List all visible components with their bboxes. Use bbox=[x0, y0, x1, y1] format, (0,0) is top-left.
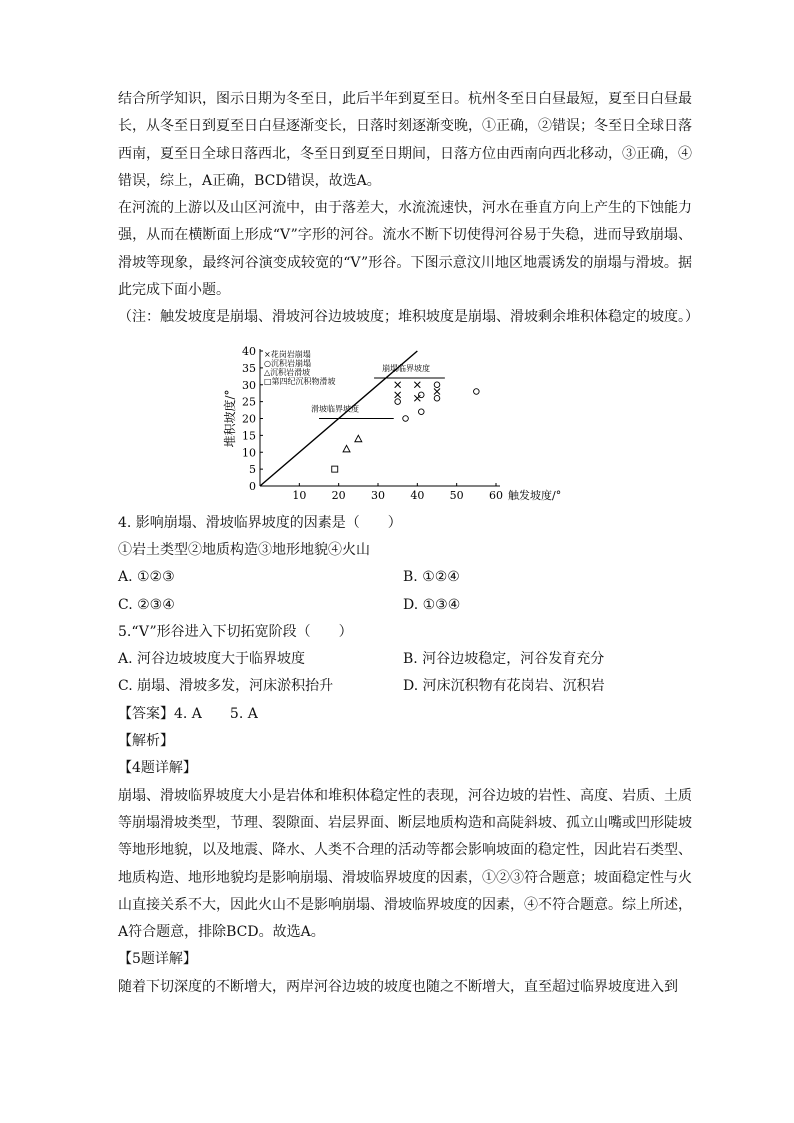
q4-detail-text: 崩塌、滑坡临界坡度大小是岩体和堆积体稳定性的表现，河谷边坡的岩性、高度、岩质、土质等崩塌滑坡类型，节理、裂隙面、岩层界面、断层地质构造和高陡斜坡、孤立山嘴或凹形陡坡等地形地貌，以及地震、降水、人类不合理的活动等都会影响坡面的稳定性，因此岩石类型、地质构造、地形地貌均是影响崩塌、滑坡临界坡度的因素，①②③符合题意；坡面稳定性与火山直接关系不大，因此火山不是影响崩塌、滑坡临界坡度的因素，④不符合题意。综上所述，A符合题意，排除BCD。故选A。 bbox=[118, 787, 692, 941]
data-point-sedimentary-collapse bbox=[395, 398, 401, 404]
slope-scatter-chart bbox=[218, 334, 598, 510]
slope-chart-figure bbox=[118, 334, 692, 510]
data-point-granite-collapse bbox=[414, 381, 420, 387]
data-point-granite-collapse bbox=[414, 395, 420, 401]
q5-option-b[interactable]: B. 河谷边坡稳定，河谷发育充分 bbox=[403, 651, 605, 668]
x-tick-label: 20 bbox=[331, 488, 346, 502]
data-point-sedimentary-landslide bbox=[355, 435, 362, 442]
q5-options-row-2 bbox=[118, 673, 692, 700]
critical-slope-label: 崩塌临界坡度 bbox=[382, 363, 431, 373]
q5-options-row-1 bbox=[118, 646, 692, 673]
analysis-label: 【解析】 bbox=[118, 733, 174, 750]
q4-detail-label: 【4题详解】 bbox=[118, 760, 197, 777]
data-point-granite-collapse bbox=[395, 392, 401, 398]
y-tick-label: 10 bbox=[242, 445, 256, 459]
x-tick-label: 10 bbox=[292, 488, 307, 502]
data-point-sedimentary-collapse bbox=[434, 395, 440, 401]
material-paragraph: 在河流的上游以及山区河流中，由于落差大，水流流速快，河水在垂直方向上产生的下蚀能力强，从而在横断面上形成“V”字形的河谷。流水不断下切使得河谷易于失稳，进而导致崩塌、滑坡等现象，最终河谷演变成较宽的“V”形谷。下图示意汶川地区地震诱发的崩塌与滑坡。据此完成下面小题。 bbox=[118, 200, 692, 299]
critical-slope-label: 滑坡临界坡度 bbox=[311, 404, 359, 414]
data-point-quaternary-landslide bbox=[332, 466, 338, 472]
data-point-granite-collapse bbox=[434, 388, 440, 394]
y-axis-label: 堆积坡度/° bbox=[223, 389, 237, 448]
y-tick-label: 35 bbox=[242, 361, 256, 375]
y-tick-label: 20 bbox=[242, 412, 256, 426]
data-point-sedimentary-landslide bbox=[343, 445, 350, 452]
x-tick-label: 30 bbox=[371, 488, 385, 502]
q5-stem: 5.“V”形谷进入下切拓宽阶段（ ） bbox=[118, 623, 353, 640]
q4-option-b[interactable]: B. ①②④ bbox=[403, 569, 460, 586]
y-tick-label: 15 bbox=[242, 429, 256, 443]
data-point-sedimentary-collapse bbox=[474, 388, 480, 394]
legend-entry: □第四纪沉积物滑坡 bbox=[264, 376, 336, 386]
note-paragraph: （注：触发坡度是崩塌、滑坡河谷边坡坡度；堆积坡度是崩塌、滑坡剩余堆积体稳定的坡度。） bbox=[118, 309, 699, 326]
legend-entry: ×花岗岩崩塌 bbox=[264, 349, 311, 359]
data-point-sedimentary-collapse bbox=[418, 392, 424, 398]
x-tick-label: 60 bbox=[489, 488, 503, 502]
q4-option-c[interactable]: C. ②③④ bbox=[118, 596, 175, 613]
legend-entry: △沉积岩滑坡 bbox=[264, 367, 311, 377]
q4-options-row-1 bbox=[118, 564, 692, 591]
data-point-sedimentary-collapse bbox=[418, 409, 424, 415]
q4-options-row-2 bbox=[118, 592, 692, 619]
q5-option-a[interactable]: A. 河谷边坡坡度大于临界坡度 bbox=[118, 651, 306, 668]
q5-detail-text: 随着下切深度的不断增大，两岸河谷边坡的坡度也随之不断增大，直至超过临界坡度进入到 bbox=[118, 978, 678, 995]
q4-option-d[interactable]: D. ①③④ bbox=[403, 596, 461, 613]
x-tick-label: 40 bbox=[410, 488, 425, 502]
data-point-granite-collapse bbox=[395, 381, 401, 387]
q5-option-c[interactable]: C. 崩塌、滑坡多发，河床淤积抬升 bbox=[118, 678, 334, 695]
q5-detail-label: 【5题详解】 bbox=[118, 951, 197, 968]
y-tick-label: 25 bbox=[242, 395, 256, 409]
x-axis-label: 触发坡度/° bbox=[508, 488, 562, 502]
data-point-sedimentary-collapse bbox=[434, 382, 440, 388]
x-tick-label: 50 bbox=[449, 488, 464, 502]
y-tick-label: 5 bbox=[249, 462, 256, 476]
intro-paragraph: 结合所学知识，图示日期为冬至日，此后半年到夏至日。杭州冬至日白昼最短，夏至日白昼最长，从冬至日到夏至日白昼逐渐变长，日落时刻逐渐变晚，①正确，②错误；冬至日全球日落西南，夏至日全球日落西北，冬至日到夏至日期间，日落方位由西南向西北移动，③正确，④错误，综上，A正确，BCD错误，故选A。 bbox=[118, 91, 692, 189]
document-page bbox=[118, 86, 699, 1001]
y-tick-label: 30 bbox=[242, 378, 256, 392]
data-point-sedimentary-collapse bbox=[403, 415, 409, 421]
legend-entry: ○沉积岩崩塌 bbox=[264, 358, 311, 368]
y-tick-label: 0 bbox=[249, 479, 256, 493]
q4-stem: 4. 影响崩塌、滑坡临界坡度的因素是（ ） bbox=[118, 514, 402, 531]
answer-line: 【答案】4. A 5. A bbox=[118, 705, 258, 722]
q5-option-d[interactable]: D. 河床沉积物有花岗岩、沉积岩 bbox=[403, 678, 605, 695]
y-tick-label: 40 bbox=[242, 344, 256, 358]
q4-factors: ①岩土类型②地质构造③地形地貌④火山 bbox=[118, 541, 370, 558]
q4-option-a[interactable]: A. ①②③ bbox=[118, 569, 175, 586]
